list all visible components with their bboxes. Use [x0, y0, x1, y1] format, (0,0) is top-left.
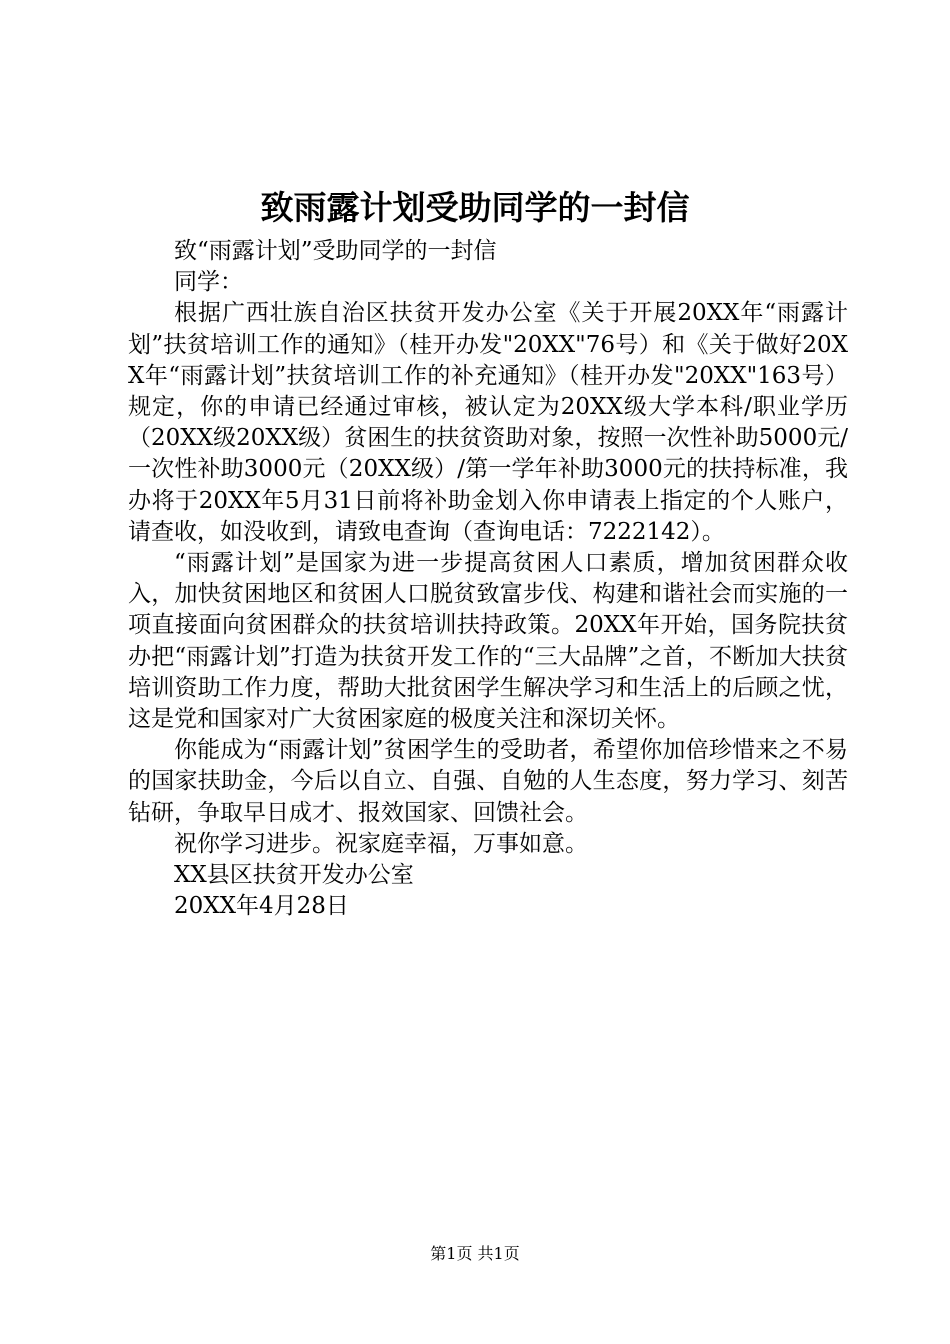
page-footer: 第1页 共1页: [430, 1244, 520, 1263]
letter-greeting: 同学：: [174, 269, 243, 296]
letter-paragraph: “雨露计划”是国家为进一步提高贫困人口素质，增加贫困群众收入，加快贫困地区和贫困人口脱贫致富步伐、构建和谐社会而实施的一项直接面向贫困群众的扶贫培训扶持政策。20XX年开始，国务院扶贫办把“雨露计划”打造为扶贫开发工作的“三大品牌”之首，不断加大扶贫培训资助工作力度，帮助大批贫困学生解决学习和生活上的后顾之忧，这是党和国家对广大贫困家庭的极度关注和深切关怀。: [128, 550, 848, 733]
letter-paragraph: 你能成为“雨露计划”贫困学生的受助者，希望你加倍珍惜来之不易的国家扶助金，今后以自立、自强、自勉的人生态度，努力学习、刻苦钻研，争取早日成才、报效国家、回馈社会。: [128, 737, 848, 826]
letter-subtitle: 致“雨露计划”受助同学的一封信: [174, 238, 497, 264]
letter-date: 20XX年4月28日: [174, 893, 349, 920]
letter-sender: XX县区扶贫开发办公室: [174, 862, 414, 889]
page-title: 致雨露计划受助同学的一封信: [260, 188, 690, 227]
letter-closing: 祝你学习进步。祝家庭幸福，万事如意。: [174, 830, 588, 857]
letter-body: [128, 236, 848, 922]
letter-paragraph: 根据广西壮族自治区扶贫开发办公室《关于开展20XX年“雨露计划”扶贫培训工作的通知》（桂开办发"20XX"76号）和《关于做好20XX年“雨露计划”扶贫培训工作的补充通知》（桂开办发"20XX"163号）规定，你的申请已经通过审核，被认定为20XX级大学本科/职业学历（20XX级20XX级）贫困生的扶贫资助对象，按照一次性补助5000元/一次性补助3000元（20XX级）/第一学年补助3000元的扶持标准，我办将于20XX年5月31日前将补助金划入你申请表上指定的个人账户，请查收，如没收到，请致电查询（查询电话：7222142）。: [128, 300, 848, 545]
